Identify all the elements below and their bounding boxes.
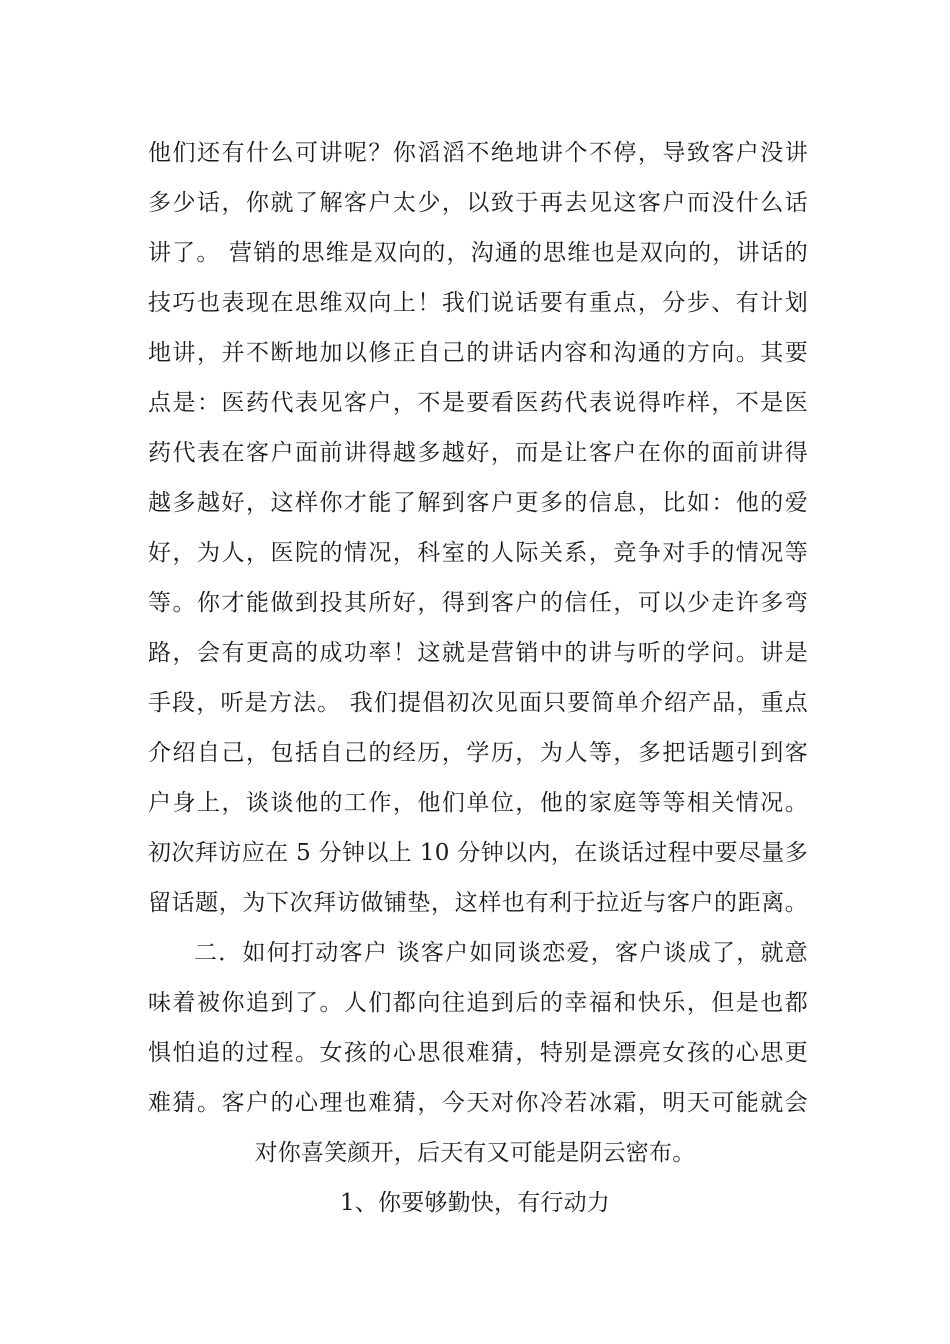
text-line: 多少话，你就了解客户太少，以致于再去见这客户而没什么话 (148, 190, 808, 216)
text-line: 点是：医药代表见客户，不是要看医药代表说得咋样，不是医 (148, 390, 808, 416)
text-line: 介绍自己，包括自己的经历，学历，为人等，多把话题引到客 (148, 740, 808, 766)
text-line: 等。你才能做到投其所好，得到客户的信任，可以少走许多弯 (148, 590, 808, 616)
text-line: 难猜。客户的心理也难猜，今天对你冷若冰霜，明天可能就会 (148, 1090, 808, 1116)
text-line: 味着被你追到了。人们都向往追到后的幸福和快乐，但是也都 (148, 990, 808, 1016)
text-line: 手段，听是方法。 我们提倡初次见面只要简单介绍产品，重点 (148, 690, 808, 716)
text-line: 他们还有什么可讲呢？你滔滔不绝地讲个不停，导致客户没讲 (148, 140, 808, 166)
text-line: 越多越好，这样你才能了解到客户更多的信息，比如：他的爱 (148, 490, 808, 516)
text-line: 路，会有更高的成功率！这就是营销中的讲与听的学问。讲是 (148, 640, 808, 666)
text-line: 药代表在客户面前讲得越多越好，而是让客户在你的面前讲得 (148, 440, 808, 466)
text-line: 好，为人，医院的情况，科室的人际关系，竞争对手的情况等 (148, 540, 808, 566)
text-line: 讲了。 营销的思维是双向的，沟通的思维也是双向的，讲话的 (148, 240, 808, 266)
text-line: 户身上，谈谈他的工作，他们单位，他的家庭等等相关情况。 (148, 790, 808, 816)
text-line: 惧怕追的过程。女孩的心思很难猜，特别是漂亮女孩的心思更 (148, 1040, 808, 1066)
text-line-centered: 对你喜笑颜开，后天有又可能是阴云密布。 (254, 1140, 696, 1166)
text-line: 留话题，为下次拜访做铺垫，这样也有利于拉近与客户的距离。 (148, 890, 808, 916)
text-line: 初次拜访应在 5 分钟以上 10 分钟以内，在谈话过程中要尽量多 (148, 840, 808, 866)
text-line: 地讲，并不断地加以修正自己的讲话内容和沟通的方向。其要 (148, 340, 808, 366)
section-heading-line: 二．如何打动客户 谈客户如同谈恋爱，客户谈成了，就意 (194, 940, 808, 966)
subheading: 1、你要够勤快，有行动力 (339, 1190, 611, 1216)
text-line: 技巧也表现在思维双向上！我们说话要有重点，分步、有计划 (148, 290, 808, 316)
